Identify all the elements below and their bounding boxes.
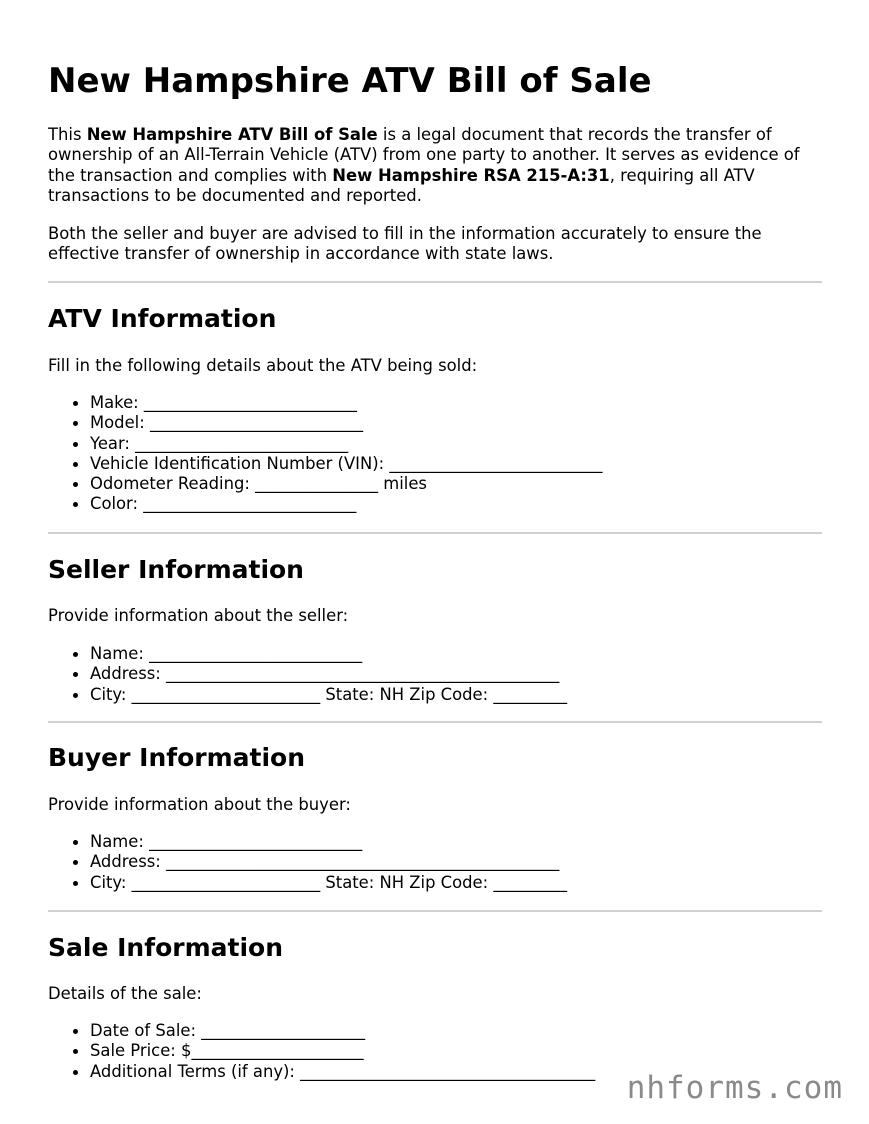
atv-section-title: ATV Information <box>48 304 277 333</box>
atv-field-list <box>48 393 602 515</box>
field-buyer-address[interactable]: Address: ________________________________________________ <box>90 852 567 872</box>
field-seller-address[interactable]: Address: ________________________________________________ <box>90 664 567 684</box>
field-model[interactable]: Model: __________________________ <box>90 413 602 433</box>
intro-text-3: , requiring all ATV transactions to be documented and reported. <box>48 165 755 205</box>
field-date-of-sale[interactable]: Date of Sale: ____________________ <box>90 1021 595 1041</box>
field-year[interactable]: Year: __________________________ <box>90 434 602 454</box>
field-seller-name[interactable]: Name: __________________________ <box>90 644 567 664</box>
divider <box>48 910 822 912</box>
intro-text-1: This <box>48 125 87 144</box>
intro-paragraph <box>48 125 822 206</box>
seller-field-list <box>48 644 567 705</box>
field-color[interactable]: Color: __________________________ <box>90 494 602 514</box>
sale-field-list <box>48 1021 595 1082</box>
field-buyer-city-state-zip[interactable]: City: _______________________ State: NH Zip Code: _________ <box>90 872 568 892</box>
divider <box>48 532 822 534</box>
atv-section-intro: Fill in the following details about the ATV being sold: <box>48 356 478 375</box>
sale-section-intro: Details of the sale: <box>48 984 202 1003</box>
field-additional-terms[interactable]: Additional Terms (if any): ____________________________________ <box>90 1061 596 1081</box>
intro-text-2: is a legal document that records the transfer of ownership of an All-Terrain Vehicle (ATV) from one party to another. It serves as evidence of the transaction and complies with <box>48 125 800 185</box>
intro-bold-statute: New Hampshire RSA 215-A:31 <box>332 165 610 185</box>
divider <box>48 281 822 283</box>
field-vin[interactable]: Vehicle Identification Number (VIN): __________________________ <box>90 453 603 473</box>
buyer-field-list <box>48 832 567 893</box>
buyer-section-intro: Provide information about the buyer: <box>48 795 351 814</box>
buyer-section-title: Buyer Information <box>48 743 306 772</box>
field-sale-price[interactable]: Sale Price: $_____________________ <box>90 1041 595 1061</box>
seller-section-title: Seller Information <box>48 555 304 584</box>
seller-section-intro: Provide information about the seller: <box>48 606 349 625</box>
sale-section-title: Sale Information <box>48 933 283 962</box>
field-odometer[interactable]: Odometer Reading: _______________ miles <box>90 474 602 494</box>
intro-bold-title: New Hampshire ATV Bill of Sale <box>86 125 378 144</box>
field-seller-city-state-zip[interactable]: City: _______________________ State: NH Zip Code: _________ <box>90 684 568 704</box>
field-buyer-name[interactable]: Name: __________________________ <box>90 832 567 852</box>
watermark: nhforms.com <box>626 1070 843 1106</box>
advice-paragraph: Both the seller and buyer are advised to fill in the information accurately to ensure the effective transfer of ownership in accordance with state laws. <box>48 224 762 264</box>
divider <box>48 721 822 723</box>
page-title: New Hampshire ATV Bill of Sale <box>48 61 652 101</box>
field-make[interactable]: Make: __________________________ <box>90 393 602 413</box>
